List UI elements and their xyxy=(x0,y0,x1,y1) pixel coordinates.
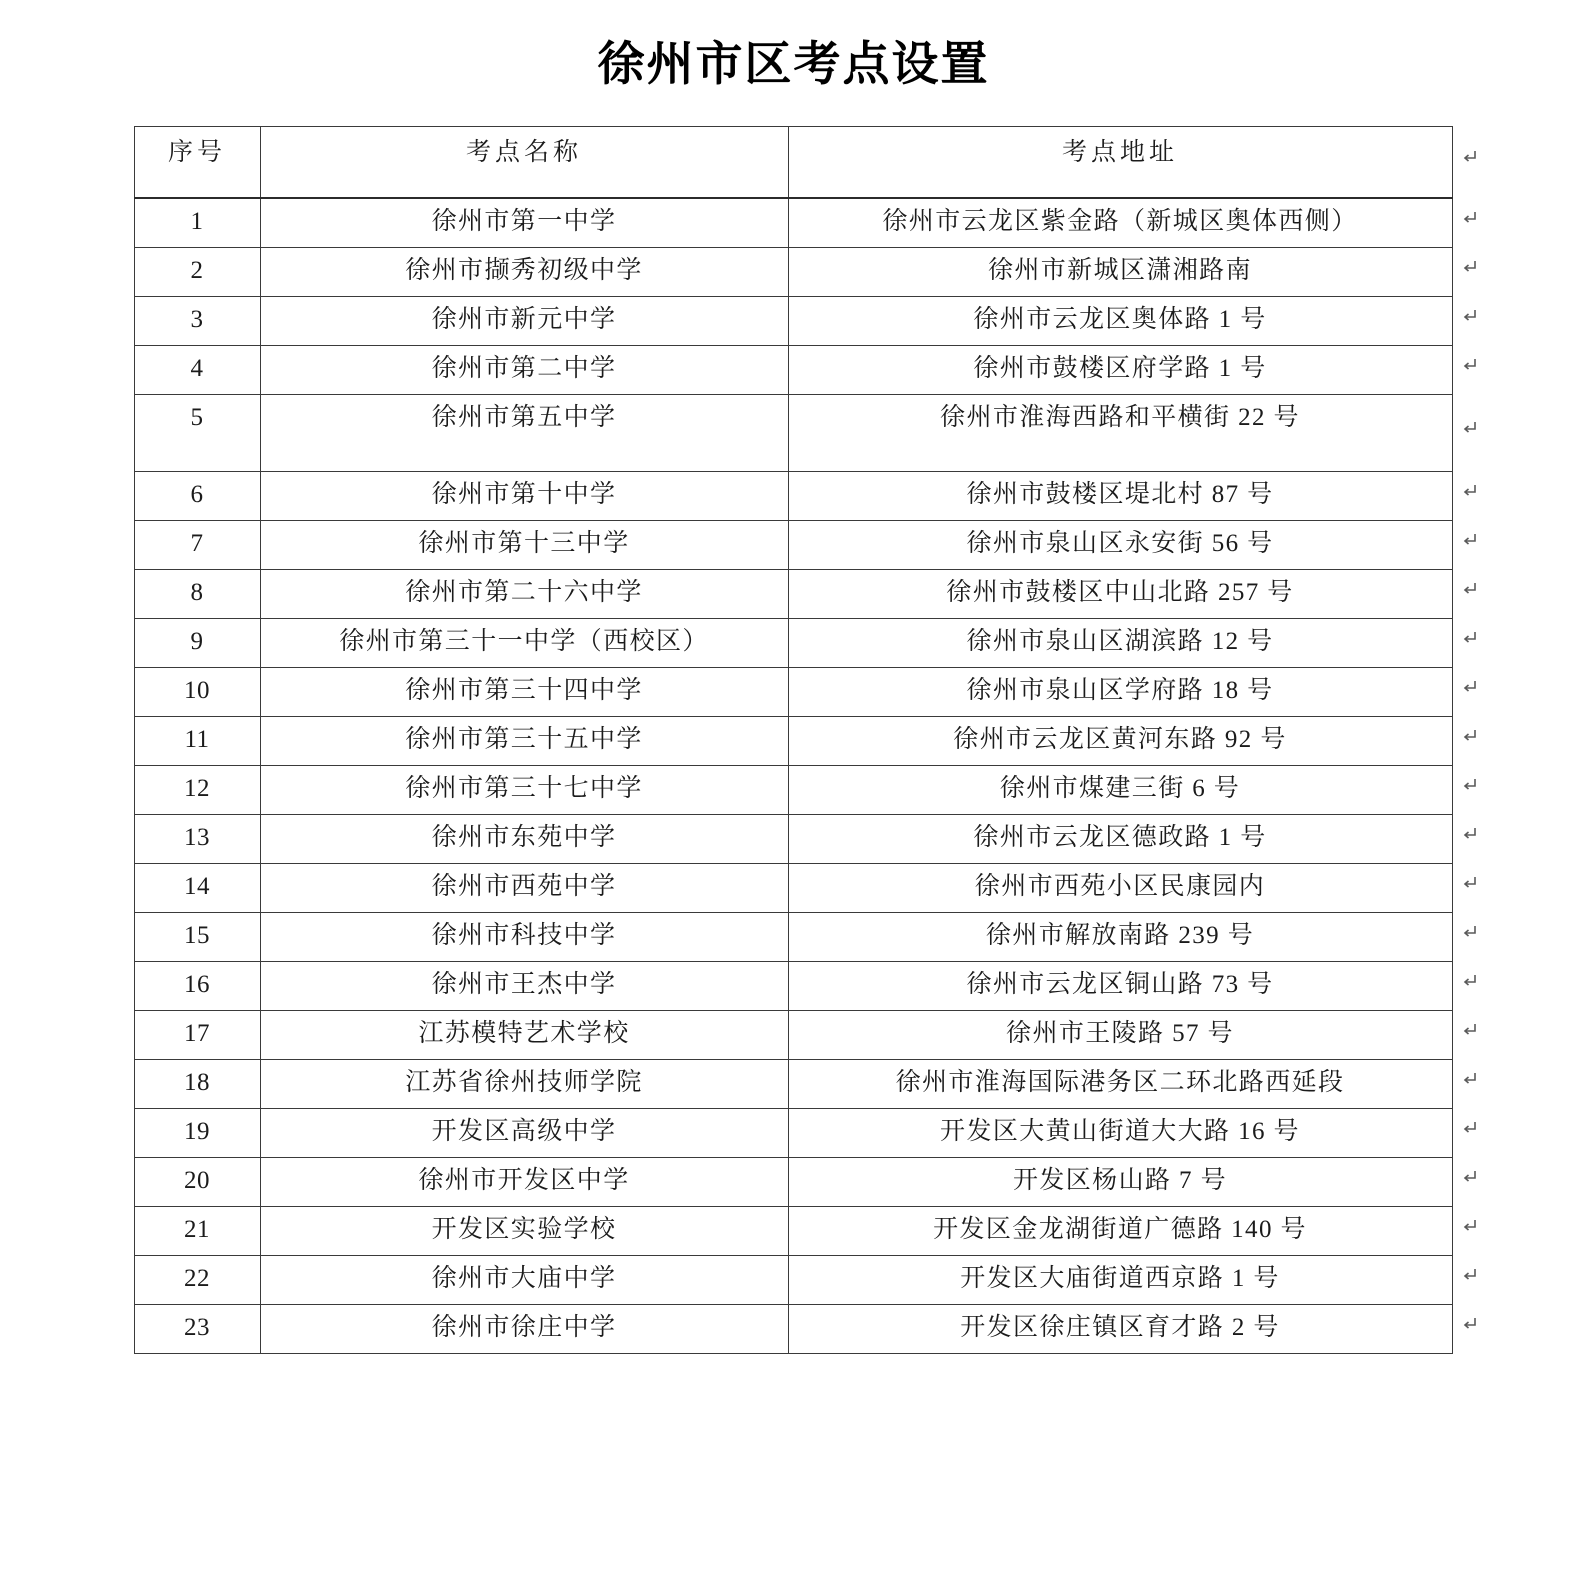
cell-name-text: 徐州市撷秀初级中学 xyxy=(405,256,643,284)
paragraph-return-mark-icon xyxy=(1460,210,1478,224)
cell-name-text: 徐州市第五中学 xyxy=(431,403,617,431)
cell-name xyxy=(260,198,788,248)
cell-address-text: 徐州市泉山区学府路 18 号 xyxy=(966,676,1274,704)
table-row xyxy=(134,1059,1452,1108)
cell-address xyxy=(788,1108,1452,1157)
page-title: 徐州市区考点设置 xyxy=(597,37,990,92)
table-row xyxy=(134,569,1452,618)
cell-name xyxy=(260,1157,788,1206)
cell-index xyxy=(134,814,260,863)
cell-name xyxy=(260,912,788,961)
cell-address-text: 徐州市云龙区黄河东路 92 号 xyxy=(953,725,1287,753)
cell-address-text: 徐州市泉山区永安街 56 号 xyxy=(966,529,1274,557)
paragraph-return-mark-icon xyxy=(1460,581,1478,595)
paragraph-return-mark-icon xyxy=(1460,308,1478,322)
cell-name-text: 开发区高级中学 xyxy=(431,1117,617,1145)
cell-name xyxy=(260,961,788,1010)
cell-index-text: 19 xyxy=(184,1117,210,1145)
paragraph-return-mark-icon xyxy=(1460,973,1478,987)
paragraph-return-mark-icon xyxy=(1460,1218,1478,1232)
cell-name-text: 徐州市第三十五中学 xyxy=(405,725,643,753)
cell-name-text: 徐州市第一中学 xyxy=(431,207,617,235)
cell-address xyxy=(788,1206,1452,1255)
cell-name xyxy=(260,471,788,520)
cell-address-text: 徐州市鼓楼区堤北村 87 号 xyxy=(966,480,1274,508)
cell-index xyxy=(134,394,260,471)
cell-name-text: 徐州市开发区中学 xyxy=(418,1166,630,1194)
cell-index xyxy=(134,912,260,961)
cell-index xyxy=(134,618,260,667)
cell-address-text: 开发区大庙街道西京路 1 号 xyxy=(960,1264,1280,1292)
cell-address-text: 徐州市解放南路 239 号 xyxy=(985,921,1255,949)
cell-index xyxy=(134,1255,260,1304)
cell-index-text: 10 xyxy=(184,676,210,704)
cell-name xyxy=(260,765,788,814)
table-row xyxy=(134,296,1452,345)
cell-address-text: 徐州市新城区潇湘路南 xyxy=(987,256,1252,284)
cell-name-text: 徐州市第三十七中学 xyxy=(405,774,643,802)
cell-address xyxy=(788,569,1452,618)
paragraph-return-mark-icon xyxy=(1460,1120,1478,1134)
table-row xyxy=(134,961,1452,1010)
cell-index-text: 20 xyxy=(184,1166,210,1194)
cell-name-text: 徐州市王杰中学 xyxy=(431,970,617,998)
cell-name xyxy=(260,863,788,912)
cell-name-text: 江苏模特艺术学校 xyxy=(418,1019,630,1047)
cell-address xyxy=(788,716,1452,765)
cell-name xyxy=(260,1304,788,1353)
cell-name-text: 徐州市科技中学 xyxy=(431,921,617,949)
table-row xyxy=(134,765,1452,814)
cell-index xyxy=(134,569,260,618)
cell-address xyxy=(788,667,1452,716)
cell-name xyxy=(260,1010,788,1059)
table-row xyxy=(134,1108,1452,1157)
cell-name xyxy=(260,296,788,345)
cell-index-text: 5 xyxy=(190,403,204,431)
column-header-name xyxy=(260,126,788,198)
cell-index xyxy=(134,247,260,296)
cell-address xyxy=(788,618,1452,667)
paragraph-return-mark-icon xyxy=(1460,1071,1478,1085)
cell-name-text: 徐州市第二十六中学 xyxy=(405,578,643,606)
table-header-row xyxy=(134,126,1452,198)
cell-index xyxy=(134,1157,260,1206)
cell-address xyxy=(788,247,1452,296)
cell-index-text: 9 xyxy=(190,627,204,655)
cell-index xyxy=(134,471,260,520)
cell-index-text: 18 xyxy=(184,1068,210,1096)
cell-name xyxy=(260,1059,788,1108)
cell-index-text: 15 xyxy=(184,921,210,949)
cell-address xyxy=(788,1304,1452,1353)
cell-name-text: 徐州市徐庄中学 xyxy=(431,1313,617,1341)
cell-name xyxy=(260,1255,788,1304)
cell-address-text: 开发区徐庄镇区育才路 2 号 xyxy=(960,1313,1280,1341)
column-header-index xyxy=(134,126,260,198)
paragraph-return-mark-icon xyxy=(1460,924,1478,938)
table-row xyxy=(134,394,1452,471)
cell-name xyxy=(260,394,788,471)
cell-index-text: 3 xyxy=(190,305,204,333)
table-row xyxy=(134,1206,1452,1255)
cell-index-text: 21 xyxy=(184,1215,210,1243)
cell-name-text: 徐州市新元中学 xyxy=(431,305,617,333)
table-row xyxy=(134,667,1452,716)
cell-name xyxy=(260,716,788,765)
table-row xyxy=(134,1010,1452,1059)
cell-address-text: 开发区杨山路 7 号 xyxy=(1012,1166,1227,1194)
table-row xyxy=(134,1157,1452,1206)
cell-index xyxy=(134,716,260,765)
table-container xyxy=(134,126,1454,1354)
table-row xyxy=(134,814,1452,863)
cell-address xyxy=(788,1157,1452,1206)
cell-index-text: 22 xyxy=(184,1264,210,1292)
cell-name xyxy=(260,520,788,569)
cell-index-text: 1 xyxy=(190,207,204,235)
cell-address-text: 徐州市泉山区湖滨路 12 号 xyxy=(966,627,1274,655)
cell-index-text: 11 xyxy=(184,725,210,753)
table-row xyxy=(134,247,1452,296)
cell-name xyxy=(260,618,788,667)
cell-index xyxy=(134,345,260,394)
cell-address-text: 徐州市云龙区铜山路 73 号 xyxy=(966,970,1274,998)
cell-name xyxy=(260,345,788,394)
cell-index xyxy=(134,863,260,912)
cell-index-text: 12 xyxy=(184,774,210,802)
cell-index xyxy=(134,765,260,814)
cell-address-text: 徐州市云龙区紫金路（新城区奥体西侧） xyxy=(882,207,1358,235)
cell-name-text: 徐州市大庙中学 xyxy=(431,1264,617,1292)
cell-address-text: 开发区金龙湖街道广德路 140 号 xyxy=(933,1215,1307,1243)
cell-index xyxy=(134,961,260,1010)
paragraph-return-mark-icon xyxy=(1460,532,1478,546)
cell-address xyxy=(788,1010,1452,1059)
table-body xyxy=(134,198,1452,1354)
cell-address-text: 徐州市云龙区德政路 1 号 xyxy=(973,823,1267,851)
cell-address-text: 徐州市淮海国际港务区二环北路西延段 xyxy=(895,1068,1345,1096)
cell-index xyxy=(134,1206,260,1255)
column-header-address-label: 考点地址 xyxy=(1061,138,1178,166)
cell-index-text: 6 xyxy=(190,480,204,508)
cell-address xyxy=(788,814,1452,863)
cell-name-text: 徐州市西苑中学 xyxy=(431,872,617,900)
cell-name xyxy=(260,569,788,618)
paragraph-return-mark-icon xyxy=(1460,777,1478,791)
cell-address xyxy=(788,1255,1452,1304)
paragraph-return-mark-icon xyxy=(1460,1267,1478,1281)
cell-address-text: 徐州市王陵路 57 号 xyxy=(1006,1019,1234,1047)
cell-address xyxy=(788,1059,1452,1108)
cell-address xyxy=(788,471,1452,520)
table-row xyxy=(134,471,1452,520)
column-header-address xyxy=(788,126,1452,198)
cell-name xyxy=(260,814,788,863)
cell-address xyxy=(788,296,1452,345)
cell-name-text: 徐州市第二中学 xyxy=(431,354,617,382)
cell-index-text: 4 xyxy=(190,354,204,382)
table-row xyxy=(134,1304,1452,1353)
cell-index xyxy=(134,1059,260,1108)
cell-address xyxy=(788,520,1452,569)
cell-address xyxy=(788,961,1452,1010)
table-row xyxy=(134,618,1452,667)
paragraph-return-mark-icon xyxy=(1460,1022,1478,1036)
cell-address xyxy=(788,198,1452,248)
cell-index xyxy=(134,520,260,569)
cell-index xyxy=(134,296,260,345)
cell-name xyxy=(260,1206,788,1255)
paragraph-return-mark-icon xyxy=(1460,728,1478,742)
cell-index-text: 8 xyxy=(190,578,204,606)
cell-address-text: 徐州市煤建三街 6 号 xyxy=(999,774,1241,802)
cell-address-text: 徐州市淮海西路和平横街 22 号 xyxy=(940,403,1300,431)
paragraph-return-mark-icon xyxy=(1460,875,1478,889)
paragraph-return-mark-icon xyxy=(1460,357,1478,371)
cell-index-text: 2 xyxy=(190,256,204,284)
cell-index xyxy=(134,1010,260,1059)
cell-name-text: 徐州市第十中学 xyxy=(431,480,617,508)
paragraph-return-mark-icon xyxy=(1460,1169,1478,1183)
cell-address-text: 徐州市鼓楼区中山北路 257 号 xyxy=(946,578,1294,606)
cell-index xyxy=(134,1304,260,1353)
cell-address-text: 徐州市云龙区奥体路 1 号 xyxy=(973,305,1267,333)
cell-name-text: 徐州市第三十一中学（西校区） xyxy=(339,627,709,655)
cell-name-text: 江苏省徐州技师学院 xyxy=(405,1068,643,1096)
cell-address-text: 徐州市鼓楼区府学路 1 号 xyxy=(973,354,1267,382)
cell-name-text: 徐州市第三十四中学 xyxy=(405,676,643,704)
table-row xyxy=(134,863,1452,912)
cell-address xyxy=(788,345,1452,394)
paragraph-return-mark-icon xyxy=(1460,1316,1478,1330)
paragraph-return-mark-icon xyxy=(1460,420,1478,434)
paragraph-return-mark-icon xyxy=(1460,679,1478,693)
cell-address xyxy=(788,912,1452,961)
paragraph-return-mark-icon xyxy=(1460,826,1478,840)
cell-index-text: 13 xyxy=(184,823,210,851)
cell-index xyxy=(134,1108,260,1157)
cell-name xyxy=(260,247,788,296)
cell-index-text: 17 xyxy=(184,1019,210,1047)
column-header-index-label: 序号 xyxy=(167,138,226,166)
paragraph-marks-column xyxy=(1456,126,1496,1354)
cell-name xyxy=(260,1108,788,1157)
cell-address xyxy=(788,765,1452,814)
table-row xyxy=(134,345,1452,394)
paragraph-return-mark-icon xyxy=(1460,149,1478,163)
cell-address xyxy=(788,394,1452,471)
cell-index-text: 16 xyxy=(184,970,210,998)
exam-sites-table xyxy=(134,126,1453,1354)
table-header xyxy=(134,126,1452,198)
cell-index-text: 7 xyxy=(190,529,204,557)
table-row xyxy=(134,716,1452,765)
table-row xyxy=(134,912,1452,961)
cell-index xyxy=(134,198,260,248)
table-row xyxy=(134,1255,1452,1304)
cell-address-text: 徐州市西苑小区民康园内 xyxy=(974,872,1266,900)
cell-address xyxy=(788,863,1452,912)
table-row xyxy=(134,198,1452,248)
column-header-name-label: 考点名称 xyxy=(465,138,582,166)
cell-address-text: 开发区大黄山街道大大路 16 号 xyxy=(940,1117,1300,1145)
cell-name-text: 徐州市第十三中学 xyxy=(418,529,630,557)
cell-name xyxy=(260,667,788,716)
cell-name-text: 开发区实验学校 xyxy=(431,1215,617,1243)
paragraph-return-mark-icon xyxy=(1460,259,1478,273)
paragraph-return-mark-icon xyxy=(1460,483,1478,497)
cell-index-text: 14 xyxy=(184,872,210,900)
cell-index xyxy=(134,667,260,716)
cell-name-text: 徐州市东苑中学 xyxy=(431,823,617,851)
table-row xyxy=(134,520,1452,569)
paragraph-return-mark-icon xyxy=(1460,630,1478,644)
cell-index-text: 23 xyxy=(184,1313,210,1341)
